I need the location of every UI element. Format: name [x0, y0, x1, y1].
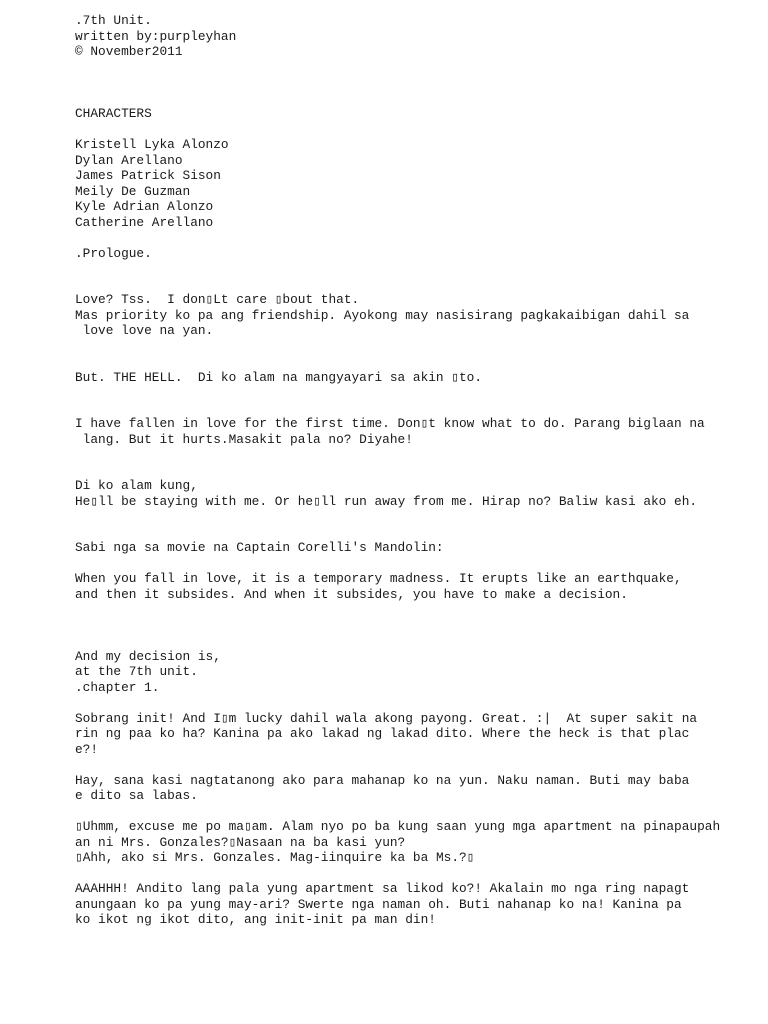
doc-copyright: © November2011	[75, 44, 183, 59]
character-name: Catherine Arellano	[75, 214, 214, 230]
chapter-line: ▯Uhmm, excuse me po ma▯am. Alam nyo po ba kung saan yung mga apartment na pinapaupah	[75, 819, 721, 834]
chapter-line: anungaan ko pa yung may-ari? Swerte nga naman oh. Buti nahanap ko na! Kanina pa	[75, 896, 682, 912]
prologue-line: love love na yan.	[75, 323, 214, 338]
chapter-line: AAAHHH! Andito lang pala yung apartment sa likod ko?! Akalain mo nga ring napagt	[75, 881, 690, 896]
character-name: Dylan Arellano	[75, 152, 183, 168]
character-name: Kristell Lyka Alonzo	[75, 137, 229, 152]
chapter-line: an ni Mrs. Gonzales?▯Nasaan na ba kasi yun?	[75, 834, 406, 850]
chapter-line: ko ikot ng ikot dito, ang init-init pa man din!	[75, 912, 436, 927]
chapter-line: Hay, sana kasi nagtatanong ako para mahanap ko na yun. Naku naman. Buti may baba	[75, 772, 690, 788]
prologue-line: Mas priority ko pa ang friendship. Ayokong may nasisirang pagkakaibigan dahil sa	[75, 307, 690, 323]
prologue-heading: .Prologue.	[75, 245, 152, 261]
prologue-line: But. THE HELL. Di ko alam na mangyayari sa akin ▯to.	[75, 369, 483, 385]
prologue-line: Di ko alam kung,	[75, 478, 198, 493]
prologue-line: at the 7th unit.	[75, 664, 198, 679]
chapter-heading: .chapter 1.	[75, 679, 160, 695]
prologue-line: When you fall in love, it is a temporary madness. It erupts like an earthquake,	[75, 571, 682, 586]
character-name: James Patrick Sison	[75, 168, 221, 183]
chapter-line: Sobrang init! And I▯m lucky dahil wala akong payong. Great. :| At super sakit na	[75, 710, 698, 726]
document-body	[75, 13, 735, 928]
characters-heading: CHARACTERS	[75, 106, 152, 121]
doc-author: written by:purpleyhan	[75, 28, 237, 44]
chapter-line: e dito sa labas.	[75, 788, 198, 803]
chapter-line: e?!	[75, 741, 99, 757]
prologue-line: and then it subsides. And when it subsides, you have to make a decision.	[75, 586, 628, 602]
prologue-line: Love? Tss. I don▯Lt care ▯bout that.	[75, 292, 360, 307]
prologue-line: lang. But it hurts.Masakit pala no? Diyahe!	[75, 431, 413, 447]
chapter-line: ▯Ahh, ako si Mrs. Gonzales. Mag-iinquire ka ba Ms.?▯	[75, 850, 475, 865]
prologue-line: I have fallen in love for the first time. Don▯t know what to do. Parang biglaan na	[75, 416, 705, 431]
doc-title: .7th Unit.	[75, 13, 152, 28]
prologue-line: He▯ll be staying with me. Or he▯ll run away from me. Hirap no? Baliw kasi ako eh.	[75, 493, 698, 509]
character-name: Kyle Adrian Alonzo	[75, 199, 214, 214]
character-name: Meily De Guzman	[75, 183, 191, 199]
prologue-line: And my decision is,	[75, 648, 221, 664]
chapter-line: rin ng paa ko ha? Kanina pa ako lakad ng lakad dito. Where the heck is that plac	[75, 726, 690, 741]
prologue-line: Sabi nga sa movie na Captain Corelli's Mandolin:	[75, 540, 444, 555]
